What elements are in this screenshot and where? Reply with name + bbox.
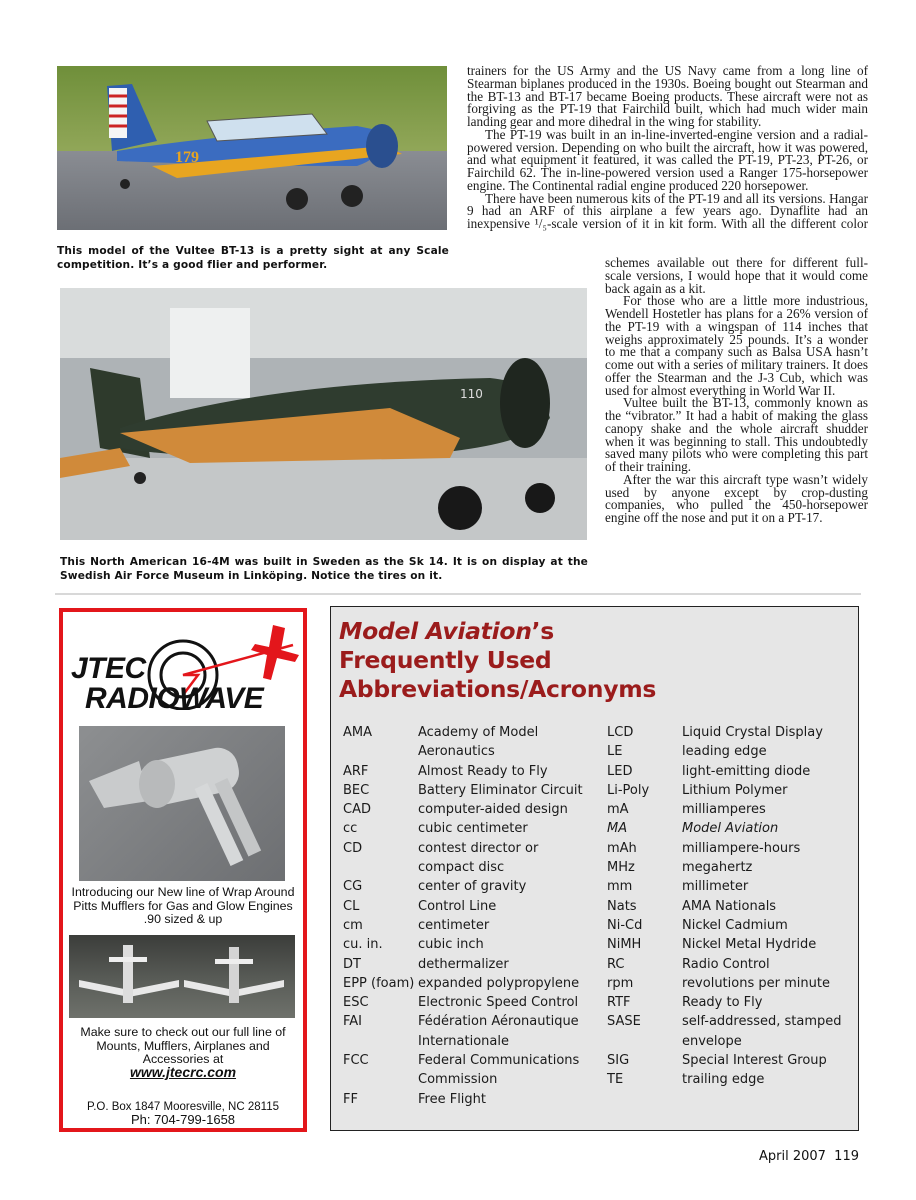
acronym-abbr: cc bbox=[343, 821, 358, 837]
acronym-row bbox=[607, 742, 842, 761]
acronym-definition: cubic centimeter bbox=[418, 821, 528, 837]
acronym-definition: leading edge bbox=[682, 744, 767, 760]
acronyms-left-column bbox=[343, 723, 583, 1109]
section-divider bbox=[55, 593, 861, 595]
acronym-abbr: BEC bbox=[343, 782, 370, 798]
acronym-row bbox=[343, 955, 583, 974]
acronym-definition: Academy of Model Aeronautics bbox=[418, 725, 539, 760]
acronym-row bbox=[607, 974, 842, 993]
acronym-abbr: CAD bbox=[343, 802, 371, 818]
acronym-row bbox=[607, 935, 842, 954]
ad-phone: Ph: 704-799-1658 bbox=[130, 1112, 236, 1127]
acronym-abbr: RTF bbox=[607, 995, 631, 1011]
acronym-row bbox=[607, 1012, 842, 1051]
acronym-definition: Almost Ready to Fly bbox=[418, 763, 548, 779]
title-suffix: ’s bbox=[531, 617, 554, 645]
photo-caption-sk14: This North American 16-4M was built in Sweden as the Sk 14. It is on display at the Swedish Air Force Museum in Linköping. Notice the tires on it. bbox=[60, 556, 588, 582]
title-magazine-name: Model Aviation bbox=[339, 617, 532, 645]
acronym-definition: Nickel Cadmium bbox=[682, 917, 788, 933]
airplanes-product-photo bbox=[69, 935, 295, 1018]
acronym-abbr: cm bbox=[343, 917, 363, 933]
acronym-abbr: mm bbox=[607, 879, 633, 895]
acronym-abbr: LE bbox=[607, 744, 623, 760]
jtec-advertisement bbox=[59, 608, 307, 1132]
acronym-row bbox=[607, 781, 842, 800]
acronyms-sidebar bbox=[330, 606, 859, 1131]
acronym-definition: light-emitting diode bbox=[682, 763, 811, 779]
article-paragraph: After the war this aircraft type wasn’t widely used by anyone except by crop-dusting companies, who pulled the 450-horsepower engine off the nose and put it on a PT-17. bbox=[605, 471, 868, 525]
ad-address: P.O. Box 1847 Mooresville, NC 28115 bbox=[87, 1101, 279, 1113]
acronym-abbr: CL bbox=[343, 898, 360, 914]
acronym-row bbox=[607, 897, 842, 916]
photo-sk14-museum bbox=[60, 288, 587, 540]
acronym-abbr: DT bbox=[343, 956, 361, 972]
acronym-definition: megahertz bbox=[682, 860, 753, 876]
acronym-abbr: AMA bbox=[343, 725, 373, 740]
article-paragraph: There have been numerous kits of the PT-19 and all its versions. Hangar 9 had an ARF of this airplane a few years ago. Dynaflite had an inexpensive ¹/₅-scale version of it in kit form. With all the different color bbox=[467, 190, 868, 231]
acronyms-right-column bbox=[607, 723, 842, 1090]
acronym-definition: self-addressed, stamped envelope bbox=[682, 1014, 842, 1049]
ad-intro-text: Introducing our New line of Wrap Around Pitts Mufflers for Gas and Glow Engines .90 sized & up bbox=[71, 885, 295, 926]
acronym-row bbox=[343, 1051, 583, 1090]
acronym-row bbox=[607, 839, 842, 858]
acronym-abbr: FF bbox=[343, 1091, 358, 1107]
muffler-product-photo bbox=[79, 726, 285, 881]
logo-radiowave: RADIOWAVE bbox=[85, 682, 264, 715]
acronym-row bbox=[607, 858, 842, 877]
article-paragraph: Vultee built the BT-13, commonly known as the “vibrator.” It had a habit of making the glass canopy shake and the whole aircraft shudder when it was beginning to stall. This undoubtedly saved many pilots who were completing this part of their training. bbox=[605, 395, 868, 474]
aircraft-number: 179 bbox=[175, 149, 199, 166]
ad-website-link[interactable]: www.jtecrc.com bbox=[129, 1064, 237, 1080]
acronym-abbr: CD bbox=[343, 840, 363, 856]
acronym-definition: centimeter bbox=[418, 917, 490, 933]
acronym-abbr: FCC bbox=[343, 1053, 369, 1069]
acronym-abbr: MHz bbox=[607, 860, 635, 876]
acronym-definition: Radio Control bbox=[682, 956, 770, 972]
acronym-row bbox=[607, 1051, 842, 1070]
title-line: Abbreviations/Acronyms bbox=[339, 675, 657, 703]
article-paragraph: schemes available out there for different full-scale versions, I would hope that it would come back again as a kit. bbox=[605, 255, 868, 296]
acronym-definition: milliamperes bbox=[682, 802, 766, 818]
acronym-abbr: rpm bbox=[607, 975, 634, 991]
acronym-definition: computer-aided design bbox=[418, 802, 568, 818]
article-text-wide bbox=[467, 65, 868, 231]
aircraft-number: 110 bbox=[460, 387, 483, 401]
acronym-definition: Free Flight bbox=[418, 1091, 487, 1107]
acronym-definition: Control Line bbox=[418, 898, 497, 914]
acronym-definition: dethermalizer bbox=[418, 956, 509, 972]
acronym-row bbox=[343, 819, 583, 838]
acronym-row bbox=[607, 762, 842, 781]
title-line: Frequently Used bbox=[339, 646, 552, 674]
acronym-abbr: ESC bbox=[343, 995, 369, 1011]
acronym-abbr: Nats bbox=[607, 898, 637, 914]
acronym-row bbox=[607, 1070, 842, 1089]
acronym-row bbox=[607, 800, 842, 819]
acronym-definition: center of gravity bbox=[418, 879, 527, 895]
acronym-row bbox=[343, 1012, 583, 1051]
acronyms-title bbox=[339, 617, 656, 704]
acronym-row bbox=[343, 839, 583, 878]
acronym-row bbox=[343, 974, 583, 993]
issue-date: April 2007 bbox=[758, 1149, 826, 1164]
acronym-definition: Fédération Aéronautique Internationale bbox=[418, 1014, 579, 1049]
acronym-abbr: SIG bbox=[607, 1053, 630, 1069]
article-paragraph: The PT-19 was built in an in-line-inverted-engine version and a radial-powered version. Depending on who built the aircraft, how it was powered, and what equipment it featured, it was called the PT-19, PT-23, PT-26, or Fairchild 62. The in-line-powered version used a Ranger 175-horsepower engine. The Continental radial engine produced 220 horsepower. bbox=[467, 126, 868, 193]
acronym-definition: contest director or compact disc bbox=[418, 840, 539, 876]
acronym-abbr: NiMH bbox=[607, 937, 642, 953]
acronym-abbr: RC bbox=[607, 956, 625, 972]
acronym-definition: Battery Eliminator Circuit bbox=[418, 782, 583, 798]
acronym-definition: Model Aviation bbox=[682, 821, 779, 837]
acronym-abbr: ARF bbox=[343, 763, 369, 779]
acronym-definition: revolutions per minute bbox=[682, 975, 830, 991]
acronym-row bbox=[343, 897, 583, 916]
acronym-row bbox=[343, 916, 583, 935]
acronym-abbr: EPP (foam) bbox=[343, 975, 415, 991]
acronym-abbr: cu. in. bbox=[343, 937, 383, 953]
acronym-definition: Special Interest Group bbox=[682, 1053, 827, 1069]
acronym-abbr: CG bbox=[343, 879, 363, 895]
acronym-definition: Liquid Crystal Display bbox=[682, 725, 823, 740]
acronym-row bbox=[607, 955, 842, 974]
acronym-abbr: mA bbox=[607, 802, 629, 818]
acronym-definition: Ready to Fly bbox=[682, 995, 763, 1011]
acronym-definition: Federal Communications Commission bbox=[418, 1053, 580, 1088]
acronym-definition: Electronic Speed Control bbox=[418, 995, 579, 1011]
acronym-abbr: MA bbox=[607, 821, 628, 837]
acronym-definition: cubic inch bbox=[418, 937, 484, 953]
acronym-row bbox=[607, 723, 842, 742]
acronym-row bbox=[607, 819, 842, 838]
acronym-definition: Lithium Polymer bbox=[682, 782, 788, 798]
ad-promo-text: Make sure to check out our full line of Mounts, Mufflers, Airplanes and Accessories at bbox=[80, 1025, 286, 1066]
acronym-row bbox=[343, 993, 583, 1012]
acronym-definition: expanded polypropylene bbox=[418, 975, 580, 991]
acronym-abbr: mAh bbox=[607, 840, 637, 856]
photo-vultee-bt13 bbox=[57, 66, 447, 230]
acronym-row bbox=[343, 800, 583, 819]
acronym-definition: AMA Nationals bbox=[682, 898, 777, 914]
acronym-definition: Nickel Metal Hydride bbox=[682, 937, 817, 953]
acronym-row bbox=[343, 935, 583, 954]
acronym-abbr: Ni-Cd bbox=[607, 917, 643, 933]
acronym-row bbox=[607, 916, 842, 935]
photo-caption-bt13: This model of the Vultee BT-13 is a pretty sight at any Scale competition. It’s a good flier and performer. bbox=[57, 245, 449, 271]
article-paragraph: trainers for the US Army and the US Navy came from a long line of Stearman biplanes produced in the 1930s. Boeing bought out Stearman and the BT-13 and BT-17 became Boeing products. These aircraft were not as forgiving as the PT-19 that Fairchild built, which had much wider main landing gear and more dihedral in the wing for stability. bbox=[467, 63, 868, 129]
acronym-abbr: TE bbox=[607, 1072, 624, 1088]
acronym-row bbox=[607, 993, 842, 1012]
acronym-row bbox=[343, 723, 583, 762]
acronym-row bbox=[343, 877, 583, 896]
acronym-row bbox=[607, 877, 842, 896]
acronym-definition: trailing edge bbox=[682, 1072, 765, 1088]
acronym-abbr: Li-Poly bbox=[607, 782, 650, 798]
acronym-abbr: LED bbox=[607, 763, 633, 779]
acronym-row bbox=[343, 781, 583, 800]
acronym-abbr: FAI bbox=[343, 1014, 363, 1030]
logo-jtec: JTEC bbox=[71, 652, 146, 685]
acronym-abbr: SASE bbox=[607, 1014, 641, 1030]
acronym-row bbox=[343, 762, 583, 781]
acronym-abbr: LCD bbox=[607, 725, 634, 740]
article-text-narrow bbox=[605, 257, 868, 525]
acronym-row bbox=[343, 1090, 583, 1109]
page-footer bbox=[759, 1149, 859, 1164]
acronym-definition: millimeter bbox=[682, 879, 749, 895]
page-number: 119 bbox=[834, 1149, 859, 1164]
acronym-definition: milliampere-hours bbox=[682, 840, 801, 856]
article-paragraph: For those who are a little more industrious, Wendell Hostetler has plans for a 26% version of the PT-19 with a wingspan of 114 inches that weighs approximately 25 pounds. It’s a wonder to me that a company such as Balsa USA hasn’t come out with a series of military trainers. It does offer the Stearman and the J-3 Cub, which was used for almost everything in World War II. bbox=[605, 293, 868, 398]
